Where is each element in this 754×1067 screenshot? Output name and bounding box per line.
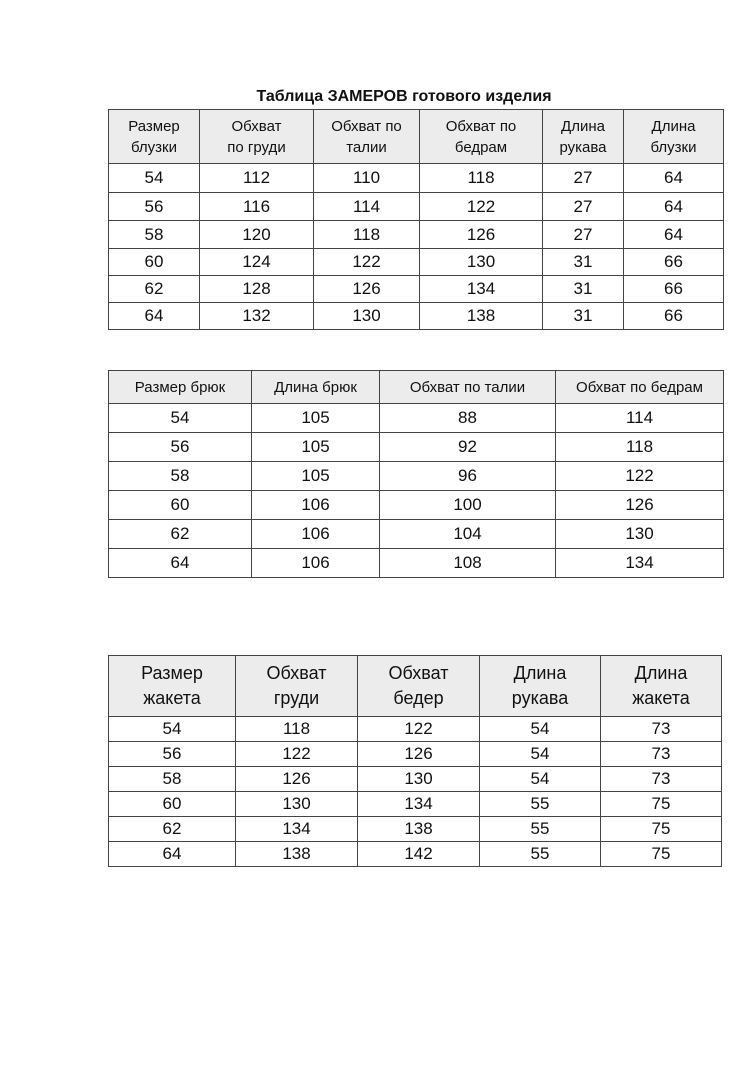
table-cell: 114 bbox=[314, 193, 420, 221]
table-cell: 130 bbox=[420, 249, 543, 276]
header-chest-girth: Обхват по груди bbox=[200, 110, 314, 164]
table-row bbox=[109, 193, 724, 221]
table-cell: 66 bbox=[624, 303, 724, 330]
table-cell: 112 bbox=[200, 164, 314, 193]
table-cell: 126 bbox=[314, 276, 420, 303]
table-cell: 138 bbox=[420, 303, 543, 330]
table-cell: 62 bbox=[109, 276, 200, 303]
table-cell: 55 bbox=[480, 842, 601, 867]
table-cell: 132 bbox=[200, 303, 314, 330]
table-row bbox=[109, 276, 724, 303]
jacket-measurements-table bbox=[108, 655, 722, 867]
table-cell: 134 bbox=[556, 549, 724, 578]
table-cell: 55 bbox=[480, 817, 601, 842]
header-blouse-size: Размер блузки bbox=[109, 110, 200, 164]
table-cell: 56 bbox=[109, 433, 252, 462]
table-header-row bbox=[109, 656, 722, 717]
table-cell: 64 bbox=[109, 842, 236, 867]
table-cell: 126 bbox=[420, 221, 543, 249]
table-cell: 55 bbox=[480, 792, 601, 817]
table-cell: 122 bbox=[420, 193, 543, 221]
table-cell: 105 bbox=[252, 433, 380, 462]
table-cell: 130 bbox=[236, 792, 358, 817]
table-cell: 92 bbox=[380, 433, 556, 462]
table-row bbox=[109, 433, 724, 462]
table-cell: 120 bbox=[200, 221, 314, 249]
table-cell: 138 bbox=[236, 842, 358, 867]
table-cell: 122 bbox=[236, 742, 358, 767]
table-cell: 100 bbox=[380, 491, 556, 520]
header-jacket-length: Длина жакета bbox=[601, 656, 722, 717]
table-cell: 116 bbox=[200, 193, 314, 221]
table-cell: 106 bbox=[252, 491, 380, 520]
table-cell: 96 bbox=[380, 462, 556, 491]
table-cell: 118 bbox=[314, 221, 420, 249]
table-cell: 64 bbox=[624, 221, 724, 249]
table-cell: 106 bbox=[252, 549, 380, 578]
table-cell: 75 bbox=[601, 817, 722, 842]
table-cell: 54 bbox=[480, 717, 601, 742]
table-cell: 104 bbox=[380, 520, 556, 549]
table-cell: 142 bbox=[358, 842, 480, 867]
header-jacket-size: Размер жакета bbox=[109, 656, 236, 717]
table-row bbox=[109, 767, 722, 792]
table-header-row bbox=[109, 371, 724, 404]
table-row bbox=[109, 817, 722, 842]
table-cell: 118 bbox=[236, 717, 358, 742]
table-cell: 106 bbox=[252, 520, 380, 549]
header-hip-girth: Обхват по бедрам bbox=[420, 110, 543, 164]
table-cell: 56 bbox=[109, 742, 236, 767]
table-cell: 58 bbox=[109, 221, 200, 249]
table-row bbox=[109, 491, 724, 520]
table-cell: 114 bbox=[556, 404, 724, 433]
table-cell: 122 bbox=[556, 462, 724, 491]
header-chest-girth: Обхват груди bbox=[236, 656, 358, 717]
table-cell: 130 bbox=[358, 767, 480, 792]
table-cell: 126 bbox=[556, 491, 724, 520]
header-hip-girth: Обхват бедер bbox=[358, 656, 480, 717]
table-cell: 31 bbox=[543, 303, 624, 330]
table-cell: 75 bbox=[601, 792, 722, 817]
table-cell: 64 bbox=[109, 549, 252, 578]
table-cell: 64 bbox=[109, 303, 200, 330]
table-cell: 73 bbox=[601, 717, 722, 742]
table-row bbox=[109, 792, 722, 817]
header-waist-girth: Обхват по талии bbox=[380, 371, 556, 404]
table-cell: 88 bbox=[380, 404, 556, 433]
table-cell: 54 bbox=[480, 767, 601, 792]
table-cell: 62 bbox=[109, 520, 252, 549]
table-row bbox=[109, 221, 724, 249]
table-cell: 134 bbox=[420, 276, 543, 303]
table-cell: 66 bbox=[624, 276, 724, 303]
header-hip-girth: Обхват по бедрам bbox=[556, 371, 724, 404]
table-cell: 130 bbox=[556, 520, 724, 549]
table-cell: 31 bbox=[543, 249, 624, 276]
header-trousers-length: Длина брюк bbox=[252, 371, 380, 404]
table-cell: 58 bbox=[109, 462, 252, 491]
table-cell: 128 bbox=[200, 276, 314, 303]
header-sleeve-length: Длина рукава bbox=[480, 656, 601, 717]
table-row bbox=[109, 164, 724, 193]
table-cell: 138 bbox=[358, 817, 480, 842]
trousers-measurements-table bbox=[108, 370, 724, 578]
blouse-measurements-table bbox=[108, 109, 724, 330]
table-cell: 56 bbox=[109, 193, 200, 221]
table-cell: 27 bbox=[543, 221, 624, 249]
table-cell: 134 bbox=[236, 817, 358, 842]
table-header-row bbox=[109, 110, 724, 164]
header-sleeve-length: Длина рукава bbox=[543, 110, 624, 164]
table-cell: 54 bbox=[109, 164, 200, 193]
table-row bbox=[109, 404, 724, 433]
table-cell: 54 bbox=[109, 717, 236, 742]
table-cell: 118 bbox=[420, 164, 543, 193]
table-cell: 60 bbox=[109, 792, 236, 817]
table-cell: 134 bbox=[358, 792, 480, 817]
table-cell: 60 bbox=[109, 249, 200, 276]
table-cell: 60 bbox=[109, 491, 252, 520]
table-cell: 54 bbox=[109, 404, 252, 433]
table-cell: 64 bbox=[624, 193, 724, 221]
table-cell: 108 bbox=[380, 549, 556, 578]
header-trousers-size: Размер брюк bbox=[109, 371, 252, 404]
table-row bbox=[109, 303, 724, 330]
table-row bbox=[109, 520, 724, 549]
table-cell: 58 bbox=[109, 767, 236, 792]
table-cell: 105 bbox=[252, 462, 380, 491]
table-cell: 27 bbox=[543, 164, 624, 193]
table-cell: 73 bbox=[601, 767, 722, 792]
table-cell: 66 bbox=[624, 249, 724, 276]
table-cell: 64 bbox=[624, 164, 724, 193]
header-waist-girth: Обхват по талии bbox=[314, 110, 420, 164]
table-cell: 105 bbox=[252, 404, 380, 433]
table-cell: 73 bbox=[601, 742, 722, 767]
table-cell: 126 bbox=[236, 767, 358, 792]
table-row bbox=[109, 249, 724, 276]
table-cell: 62 bbox=[109, 817, 236, 842]
table-cell: 124 bbox=[200, 249, 314, 276]
table-cell: 122 bbox=[358, 717, 480, 742]
table-cell: 126 bbox=[358, 742, 480, 767]
table-cell: 130 bbox=[314, 303, 420, 330]
table-cell: 75 bbox=[601, 842, 722, 867]
table-row bbox=[109, 742, 722, 767]
table-cell: 122 bbox=[314, 249, 420, 276]
page-title: Таблица ЗАМЕРОВ готового изделия bbox=[256, 88, 552, 105]
table-row bbox=[109, 842, 722, 867]
table-cell: 110 bbox=[314, 164, 420, 193]
table-row bbox=[109, 462, 724, 491]
header-blouse-length: Длина блузки bbox=[624, 110, 724, 164]
table-cell: 27 bbox=[543, 193, 624, 221]
table-cell: 118 bbox=[556, 433, 724, 462]
table-cell: 54 bbox=[480, 742, 601, 767]
table-row bbox=[109, 717, 722, 742]
table-cell: 31 bbox=[543, 276, 624, 303]
table-row bbox=[109, 549, 724, 578]
